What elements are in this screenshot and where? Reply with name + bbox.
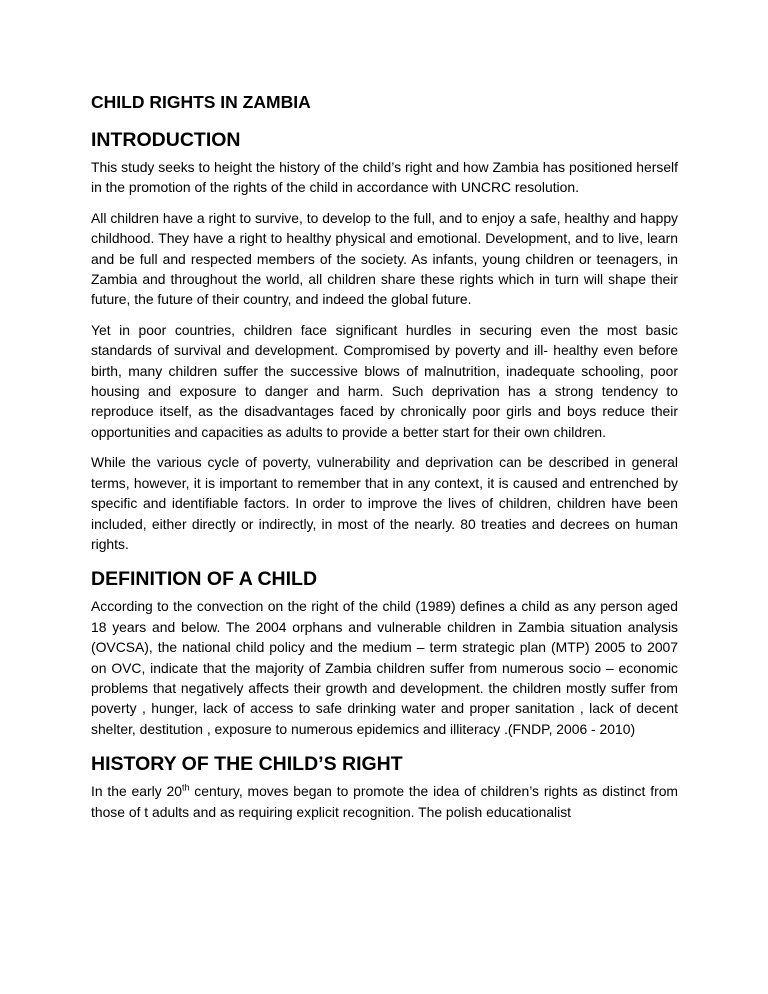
section-heading-history: HISTORY OF THE CHILD’S RIGHT bbox=[91, 753, 403, 776]
paragraph: All children have a right to survive, to develop to the full, and to enjoy a safe, healthy and happy childhood. They have a right to healthy physical and emotional. Development, and to live, learn and be full and respected members of the society. As infants, young children or teenagers, in Zambia and throughout the world, all children share these rights which in turn will shape their future, the future of their country, and indeed the global future. bbox=[91, 209, 678, 308]
section-heading-introduction: INTRODUCTION bbox=[91, 129, 241, 151]
section-heading-definition: DEFINITION OF A CHILD bbox=[91, 568, 318, 591]
paragraph: While the various cycle of poverty, vulnerability and deprivation can be described in general terms, however, it is important to remember that in any context, it is caused and entrenched by specific and identifiable factors. In order to improve the lives of children, children have been included, either directly or indirectly, in most of the nearly. 80 treaties and decrees on human rights. bbox=[91, 454, 678, 552]
ordinal-superscript: th bbox=[181, 782, 190, 793]
paragraph: This study seeks to height the history of the child’s right and how Zambia has positioned herself in the promotion of the rights of the child in accordance with UNCRC resolution. bbox=[91, 159, 678, 196]
paragraph: According to the convection on the right of the child (1989) defines a child as any person aged 18 years and below. The 2004 orphans and vulnerable children in Zambia situation analysis (OVCSA), the national child policy and the medium – term strategic plan (MTP) 2005 to 2007 on OVC, indicate that the majority of Zambia children suffer from numerous socio – economic problems that negatively affects their growth and development. the children mostly suffer from poverty , hunger, lack of access to safe drinking water and proper sanitation , lack of decent shelter, destitution , exposure to numerous epidemics and illiteracy .(FNDP, 2006 - 2010) bbox=[91, 598, 678, 737]
paragraph bbox=[91, 781, 678, 822]
paragraph-text-rest: century, moves began to promote the idea of children’s rights as distinct from those of t adults and as requiring explicit recognition. The polish educationalist bbox=[91, 783, 678, 820]
paragraph-text-start: In the early 20 bbox=[91, 783, 182, 800]
document-page bbox=[91, 88, 678, 822]
paragraph: Yet in poor countries, children face significant hurdles in securing even the most basic standards of survival and development. Compromised by poverty and ill- healthy even before birth, many children suffer the successive blows of malnutrition, inadequate schooling, poor housing and exposure to danger and harm. Such deprivation has a strong tendency to reproduce itself, as the disadvantages faced by chronically poor girls and boys reduce their opportunities and capacities as adults to provide a better start for their own children. bbox=[91, 321, 678, 440]
document-title: CHILD RIGHTS IN ZAMBIA bbox=[91, 92, 311, 112]
